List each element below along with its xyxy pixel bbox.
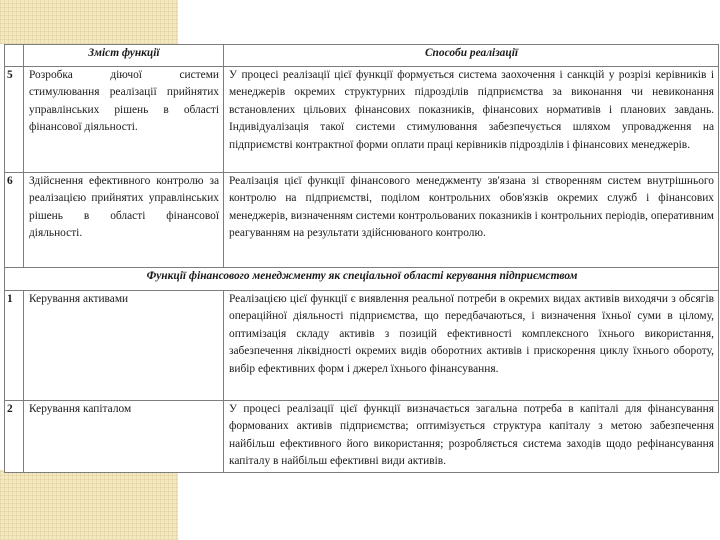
row-number: 1 [5,291,24,401]
function-content-cell: Керування активами [24,291,224,401]
function-content-cell: Здійснення ефективного контролю за реалізацією прийнятих управлінських рішень в області фінансової діяльності. [24,173,224,268]
header-num-cell [5,45,24,67]
section-title: Функції фінансового менеджменту як спеціальної області керування підприємством [5,268,719,291]
table-row [5,67,719,173]
section-header-row [5,268,719,291]
function-content-cell: Розробка діючої системи стимулювання реалізації прийнятих управлінських рішень в області фінансової діяльності. [24,67,224,173]
implementation-method-cell: Реалізація цієї функції фінансового менеджменту зв'язана зі створенням систем внутрішнього контролю на підприємстві, поділом контрольних обов'язків окремих служб і фінансових менеджерів, визначенням системи контрольованих показників і контрольних періодів, оперативним реагуванням на результати здійснюваного контролю. [224,173,719,268]
implementation-method-cell: У процесі реалізації цієї функції визначається загальна потреба в капіталі для фінансування формованих активів підприємства; оптимізується структура капіталу з метою забезпечення найбільш ефективного його використання; розробляється система заходів щодо рефінансування капіталу в найбільш ефективні види активів. [224,401,719,473]
table-header-row [5,45,719,67]
row-number: 5 [5,67,24,173]
header-implementation-methods: Способи реалізації [224,45,719,67]
row-number: 6 [5,173,24,268]
header-function-content: Зміст функції [24,45,224,67]
functions-table [4,44,719,473]
implementation-method-cell: Реалізацією цієї функції є виявлення реальної потреби в окремих видах активів виходячи з обсягів операційної діяльності підприємства, що передбачаються, і визначення їхньої суми в цілому, оптимізація складу активів з позицій ефективності комплексного їхнього використання, забезпечення ліквідності окремих видів оборотних активів і прискорення циклу їхнього обороту, вибір ефективних форм і джерел їхнього фінансування. [224,291,719,401]
table-row [5,291,719,401]
function-content-cell: Керування капіталом [24,401,224,473]
table-row [5,173,719,268]
implementation-method-cell: У процесі реалізації цієї функції формується система заохочення і санкцій у розрізі керівників і менеджерів окремих структурних підрозділів підприємства за виконання чи невиконання встановлених цільових фінансових показників, фінансових нормативів і планових завдань. Індивідуалізація такої системи стимулювання забезпечується шляхом упровадження на підприємстві контрактної форми оплати праці керівників підрозділів і фінансових менеджерів. [224,67,719,173]
table-row [5,401,719,473]
decorative-corner-bottom-left [0,470,178,540]
decorative-corner-top-left [0,0,178,44]
row-number: 2 [5,401,24,473]
